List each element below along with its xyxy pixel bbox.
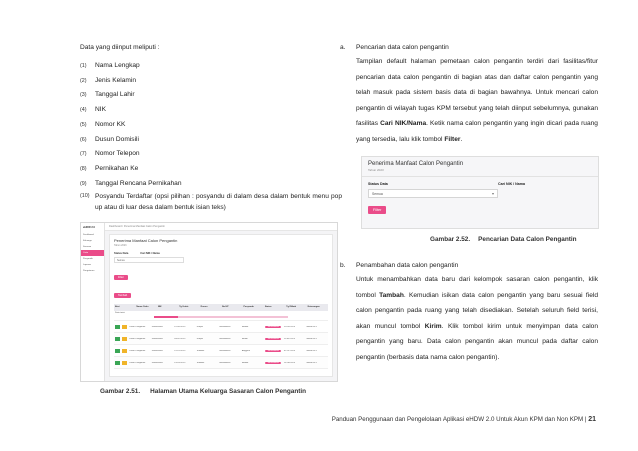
mock-status-badge: Terverifikasi bbox=[267, 325, 279, 328]
section-b-title: Penambahan data calon pengantin bbox=[356, 262, 459, 269]
mock-cell-date: 03-02-2023 bbox=[174, 337, 186, 340]
section-a-text-2: . Ketik nama calon pengantin yang ingin dicari pada ruang yang tersedia, lalu klik tombol bbox=[356, 120, 598, 143]
mock-status-select: Semua bbox=[114, 257, 184, 263]
field-label: Nomor Telepon bbox=[95, 150, 140, 158]
field-label: Pernikahan Ke bbox=[95, 164, 139, 172]
mock-progress-bar bbox=[154, 316, 288, 318]
mock-progress-label: Data terisi bbox=[115, 312, 125, 314]
edit-icon bbox=[115, 325, 120, 329]
field-number: (4) bbox=[80, 107, 87, 114]
mock-cell-ket: Nikah ke-1 bbox=[306, 349, 317, 352]
section-a-letter: a. bbox=[340, 44, 346, 51]
mock-cell-ket: Nikah ke-1 bbox=[306, 337, 317, 340]
field-number: (3) bbox=[80, 92, 87, 99]
mock-panel-title: Penerima Manfaat Calon Pengantin bbox=[114, 238, 178, 243]
figure1-caption-number: Gambar 2.51. bbox=[100, 388, 141, 395]
mock-table-header-cell: Aksi bbox=[115, 306, 120, 308]
section-a-paragraph bbox=[356, 54, 598, 148]
mock-cell-dusun: Krajan bbox=[196, 337, 204, 340]
figure-main-page-screenshot bbox=[80, 222, 338, 382]
mock-table-header bbox=[114, 304, 328, 311]
section-a-bold-filter: Filter bbox=[444, 135, 461, 143]
mock-cell-dusun: Sumber bbox=[196, 349, 205, 352]
section-b-bold-send: Kirim bbox=[424, 322, 442, 330]
field-item bbox=[80, 147, 342, 162]
section-b-bold-add: Tambah bbox=[379, 291, 404, 299]
field-label: NIK bbox=[95, 106, 106, 114]
mock-cell-name: Calon Pengantin bbox=[129, 349, 146, 352]
mock-filter-button: Filter bbox=[114, 275, 128, 280]
fields-list bbox=[80, 59, 342, 213]
mock-cell-date: 21-01-2023 bbox=[174, 349, 186, 352]
mock-cell-pos: Mawar bbox=[241, 361, 249, 364]
view-icon bbox=[122, 361, 127, 365]
mock-table-header-cell: Posyandu bbox=[243, 306, 254, 308]
section-b-text-3: . Klik tombol kirim untuk menyimpan data calon pengantin yang baru. Data calon pengantin akan muncul pada daftar calon pengantin (berbasis data nama calon pengantin). bbox=[356, 322, 599, 361]
field-item bbox=[80, 88, 342, 103]
figure2-caption-number: Gambar 2.52. bbox=[430, 236, 471, 243]
field-number: (1) bbox=[80, 63, 87, 69]
section-a-text-1: Tampilan default halaman pemetaan calon pengantin terdiri dari fasilitas/fitur pencarian data calon pengantin di bagian atas dan daftar calon pengantin yang telah masuk pada sistem basis data di bagian bawahnya. Untuk mencari calon pengantin di wilayah tugas KPM tersebut yang telah diinput sebelumnya, gunakan fasilitas bbox=[356, 58, 598, 128]
mock-status-badge: Terverifikasi bbox=[267, 349, 279, 352]
mock-cell-date: 15-03-2023 bbox=[174, 361, 186, 364]
mock-sidebar-item: Dashboard bbox=[83, 234, 94, 236]
field-number: (8) bbox=[80, 165, 87, 172]
field-item bbox=[80, 133, 342, 148]
field-number: (7) bbox=[80, 151, 87, 158]
mock-status-label: Status Data bbox=[114, 252, 129, 255]
mock-cell-tgl: 02-07-2023 bbox=[283, 349, 296, 352]
section-b-letter: b. bbox=[340, 262, 346, 269]
section-a-bold-search: Cari NIK/Nama bbox=[380, 120, 427, 128]
view-icon bbox=[122, 337, 127, 341]
section-b bbox=[340, 260, 598, 366]
mock-panel bbox=[109, 234, 333, 377]
view-icon bbox=[122, 349, 127, 353]
mock-table-row bbox=[114, 345, 328, 357]
figure2-caption bbox=[430, 236, 577, 243]
field-label: Nomor KK bbox=[95, 120, 126, 128]
mock-cell-hp: 08xxxxxxxx bbox=[219, 337, 231, 340]
field-item bbox=[80, 103, 342, 118]
figure2-caption-text: Pencarian Data Calon Pengantin bbox=[478, 236, 577, 243]
figure1-caption-text: Halaman Utama Keluarga Sasaran Calon Pengantin bbox=[150, 388, 307, 395]
mock-cell-ket: Nikah ke-1 bbox=[306, 361, 317, 364]
mock-table-header-cell: Tgl Nikah bbox=[286, 306, 297, 308]
edit-icon bbox=[115, 349, 120, 353]
field-item bbox=[80, 177, 342, 192]
page-number: 21 bbox=[588, 416, 596, 423]
mock-panel-subtitle: Tahun 2023 bbox=[114, 244, 127, 247]
mock-app-logo: eHDW 2.0 bbox=[83, 226, 95, 229]
mock-table-header-cell: NIK bbox=[157, 306, 162, 308]
field-number: (6) bbox=[80, 136, 87, 143]
field-label: Nama Lengkap bbox=[95, 62, 140, 69]
field-label: Dusun Domisili bbox=[95, 135, 139, 143]
search-mock-status-label: Status Data bbox=[368, 182, 388, 186]
mock-progress-fill bbox=[154, 316, 178, 318]
section-a-title: Pencarian data calon pengantin bbox=[356, 44, 449, 51]
field-label: Jenis Kelamin bbox=[95, 76, 137, 84]
page-footer bbox=[332, 416, 596, 423]
fields-intro: Data yang diinput meliputi : bbox=[80, 44, 160, 51]
section-b-heading bbox=[340, 260, 598, 272]
mock-table-header-cell: No HP bbox=[222, 306, 229, 308]
figure1-caption bbox=[100, 388, 306, 395]
section-a-text-3: . bbox=[460, 135, 463, 143]
field-label: Posyandu Terdaftar (opsi pilihan : posyandu di dalam desa dalam bentuk menu pop up atau di luar desa dalam bentuk isian teks) bbox=[95, 193, 342, 212]
mock-table-header-cell: Dusun bbox=[200, 306, 208, 308]
mock-cell-tgl: 11-06-2023 bbox=[283, 337, 295, 340]
field-number: (5) bbox=[80, 121, 87, 128]
mock-table-header-cell: Status bbox=[264, 306, 272, 308]
mock-sidebar-item: Laporan bbox=[83, 264, 92, 266]
field-number: (2) bbox=[80, 77, 87, 84]
view-icon bbox=[122, 325, 127, 329]
mock-cell-name: Calon Pengantin bbox=[129, 361, 146, 364]
mock-progress-row bbox=[114, 311, 328, 321]
mock-cell-ket: Nikah ke-1 bbox=[306, 325, 317, 328]
mock-cell-name: Calon Pengantin bbox=[129, 337, 146, 340]
mock-sidebar-item: Catin bbox=[81, 250, 104, 256]
mock-table-header-cell: Nama Catin bbox=[136, 306, 149, 308]
mock-table-row bbox=[114, 357, 328, 369]
mock-cell-nik: 35xxxxxxxx bbox=[151, 349, 163, 352]
field-number: (9) bbox=[80, 180, 87, 187]
mock-cell-dusun: Sumber bbox=[196, 361, 205, 364]
right-column bbox=[340, 42, 598, 148]
mock-cell-tgl: 20-05-2023 bbox=[283, 325, 296, 328]
search-mock-search-label: Cari NIK / Nama bbox=[498, 182, 525, 186]
mock-cell-hp: 08xxxxxxxx bbox=[219, 361, 231, 364]
mock-sidebar-item: Pengaturan bbox=[83, 270, 95, 272]
mock-table-row bbox=[114, 321, 328, 333]
mock-sidebar-item: Posyandu bbox=[83, 258, 93, 260]
mock-breadcrumb: Dashboard / Penerima Manfaat Calon Pengantin bbox=[105, 223, 337, 231]
section-b-text-2: . Kemudian isikan data calon pengantin yang baru sesuai field calon pengantin pada ruang yang telah disediakan. Setelah seluruh field terisi, akan muncul tombol bbox=[356, 291, 598, 330]
mock-table-row bbox=[114, 333, 328, 345]
field-item bbox=[80, 59, 342, 74]
mock-cell-pos: Melati bbox=[241, 337, 248, 340]
mock-cell-nik: 35xxxxxxxx bbox=[151, 361, 163, 364]
search-mock-filter-button: Filter bbox=[368, 206, 386, 214]
mock-sidebar-item: Sasaran bbox=[83, 246, 92, 248]
mock-sidebar bbox=[81, 223, 105, 381]
field-item bbox=[80, 74, 342, 89]
search-mock-title: Penerima Manfaat Calon Pengantin bbox=[368, 161, 464, 167]
section-b-text-1: Untuk menambahkan data baru dari kelompok sasaran calon pengantin, klik tombol bbox=[356, 276, 598, 299]
field-item bbox=[80, 118, 342, 133]
field-label: Tanggal Lahir bbox=[95, 91, 135, 99]
mock-status-badge: Terverifikasi bbox=[267, 337, 279, 340]
mock-cell-nik: 35xxxxxxxx bbox=[151, 325, 163, 328]
left-column bbox=[80, 42, 342, 213]
figure-search-screenshot bbox=[361, 156, 599, 229]
field-number: (10) bbox=[80, 193, 90, 200]
mock-cell-pos: Anggrek bbox=[241, 349, 250, 352]
mock-cell-hp: 08xxxxxxxx bbox=[219, 349, 231, 352]
mock-cell-nik: 35xxxxxxxx bbox=[151, 337, 163, 340]
mock-cell-dusun: Krajan bbox=[196, 325, 204, 328]
mock-cell-pos: Mawar bbox=[241, 325, 249, 328]
field-item bbox=[80, 191, 342, 213]
search-mock-status-select: Semua ▾ bbox=[368, 189, 498, 198]
mock-cell-name: Calon Pengantin bbox=[129, 325, 146, 328]
search-mock-subtitle: Tahun 2023 bbox=[368, 168, 384, 172]
mock-cell-date: 12-04-2023 bbox=[174, 325, 186, 328]
edit-icon bbox=[115, 337, 120, 341]
mock-table-header-cell: Keterangan bbox=[307, 306, 320, 308]
mock-add-button: Tambah bbox=[114, 293, 131, 298]
mock-table-header-cell: Tgl Lahir bbox=[179, 306, 189, 308]
field-item bbox=[80, 162, 342, 177]
mock-sidebar-item: Keluarga bbox=[83, 240, 92, 242]
mock-cell-tgl: 14-08-2023 bbox=[283, 361, 296, 364]
section-a-heading bbox=[340, 42, 598, 54]
section-b-paragraph bbox=[356, 272, 598, 366]
mock-status-badge: Terverifikasi bbox=[267, 361, 279, 364]
mock-search-label: Cari NIK / Nama bbox=[140, 252, 160, 255]
footer-text: Panduan Penggunaan dan Pengelolaan Aplikasi eHDW 2.0 Untuk Akun KPM dan Non KPM | bbox=[331, 416, 587, 423]
field-label: Tanggal Rencana Pernikahan bbox=[95, 179, 182, 187]
edit-icon bbox=[115, 361, 120, 365]
mock-cell-hp: 08xxxxxxxx bbox=[219, 325, 231, 328]
